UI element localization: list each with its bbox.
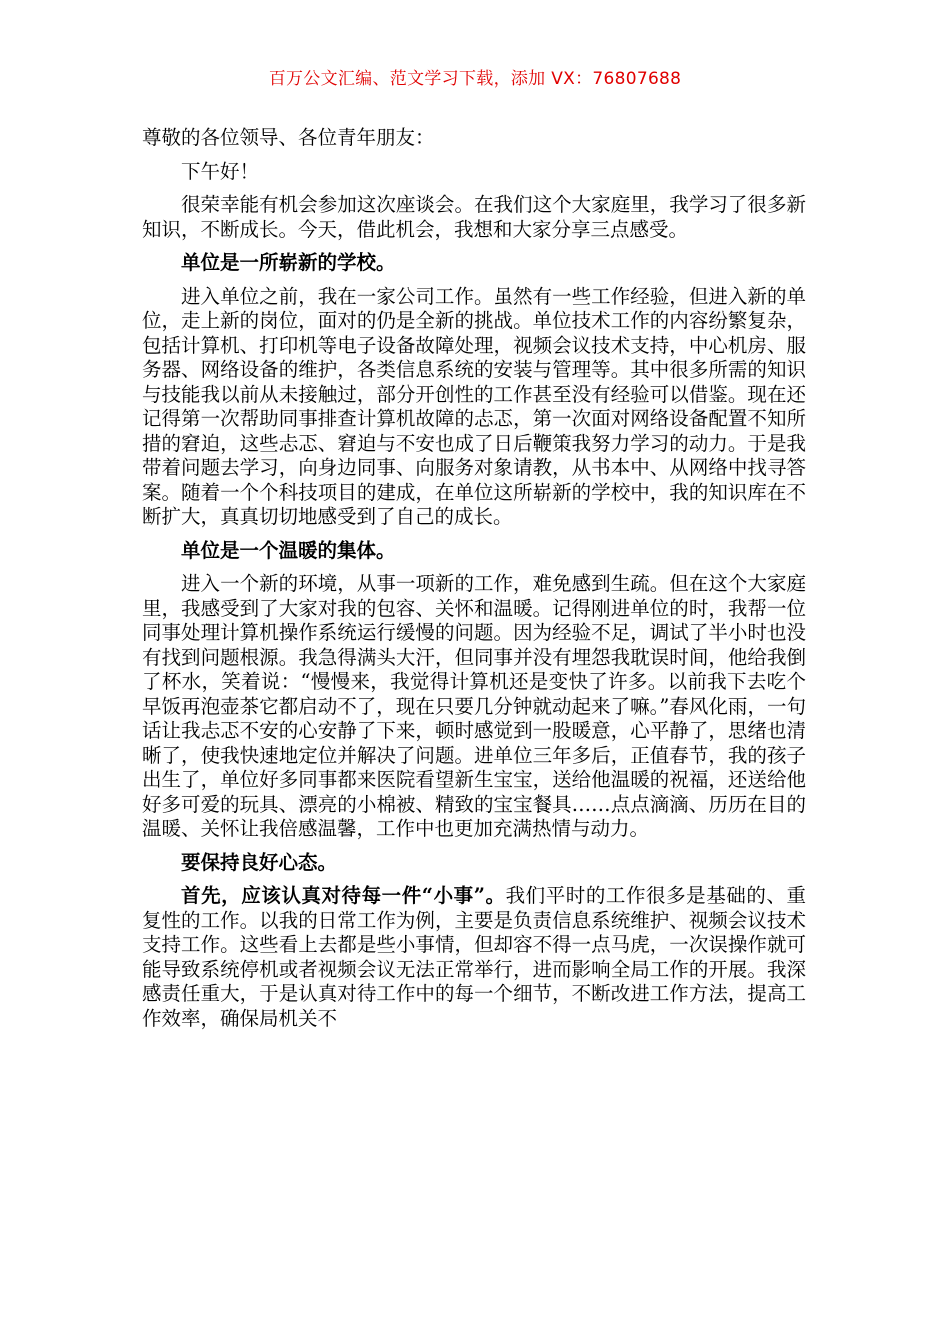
greeting: 下午好！ (181, 159, 260, 183)
section2-heading: 单位是一个温暖的集体。 (181, 538, 396, 562)
document-body (142, 126, 806, 1040)
section3-paragraph (142, 884, 806, 1031)
section3-lead: 首先，应该认真对待每一件“小事”。 (181, 884, 506, 907)
section2-paragraph: 进入一个新的环境，从事一项新的工作，难免感到生疏。但在这个大家庭里，我感受到了大家对我的包容、关怀和温暖。记得刚进单位的时，我帮一位同事处理计算机操作系统运行缓慢的问题。因为经验不足，调试了半小时也没有找到问题根源。我急得满头大汗，但同事并没有埋怨我耽误时间，他给我倒了杯水，笑着说：“慢慢来，我觉得计算机还是变快了许多。以前我下去吃个早饭再泡壶茶它都启动不了，现在只要几分钟就动起来了嘛。”春风化雨，一句话让我忐忑不安的心安静了下来，顿时感觉到一股暖意，心平静了，思绪也清晰了，使我快速地定位并解决了问题。进单位三年多后，正值春节，我的孩子出生了，单位好多同事都来医院看望新生宝宝，送给他温暖的祝福，还送给他好多可爱的玩具、漂亮的小棉被、精致的宝宝餐具……点点滴滴、历历在目的温暖、关怀让我倍感温馨，工作中也更加充满热情与动力。 (142, 572, 806, 840)
section3-heading: 要保持良好心态。 (181, 850, 338, 874)
section1-heading: 单位是一所崭新的学校。 (181, 251, 396, 274)
section3-body: 我们平时的工作很多是基础的、重复性的工作。以我的日常工作为例，主要是负责信息系统维护、视频会议技术支持工作。这些看上去都是些小事情，但却容不得一点马虎，一次误操作就可能导致系统停机或者视频会议无法正常举行，进而影响全局工作的开展。我深感责任重大，于是认真对待工作中的每一个细节，不断改进工作方法，提高工作效率，确保局机关不 (142, 884, 806, 1030)
salutation: 尊敬的各位领导、各位青年朋友： (142, 126, 435, 149)
intro-paragraph: 很荣幸能有机会参加这次座谈会。在我们这个大家庭里，我学习了很多新知识，不断成长。今天，借此机会，我想和大家分享三点感受。 (142, 193, 806, 241)
section1-paragraph: 进入单位之前，我在一家公司工作。虽然有一些工作经验，但进入新的单位，走上新的岗位，面对的仍是全新的挑战。单位技术工作的内容纷繁复杂，包括计算机、打印机等电子设备故障处理，视频会议技术支持，中心机房、服务器、网络设备的维护，各类信息系统的安装与管理等。其中很多所需的知识与技能我以前从未接触过，部分开创性的工作甚至没有经验可以借鉴。现在还记得第一次帮助同事排查计算机故障的忐忑，第一次面对网络设备配置不知所措的窘迫，这些忐忑、窘迫与不安也成了日后鞭策我努力学习的动力。于是我带着问题去学习，向身边同事、向服务对象请教，从书本中、从网络中找寻答案。随着一个个科技项目的建成，在单位这所崭新的学校中，我的知识库在不断扩大，真真切切地感受到了自己的成长。 (142, 284, 806, 528)
watermark-banner: 百万公文汇编、范文学习下载，添加 VX：76807688 (268, 69, 682, 89)
